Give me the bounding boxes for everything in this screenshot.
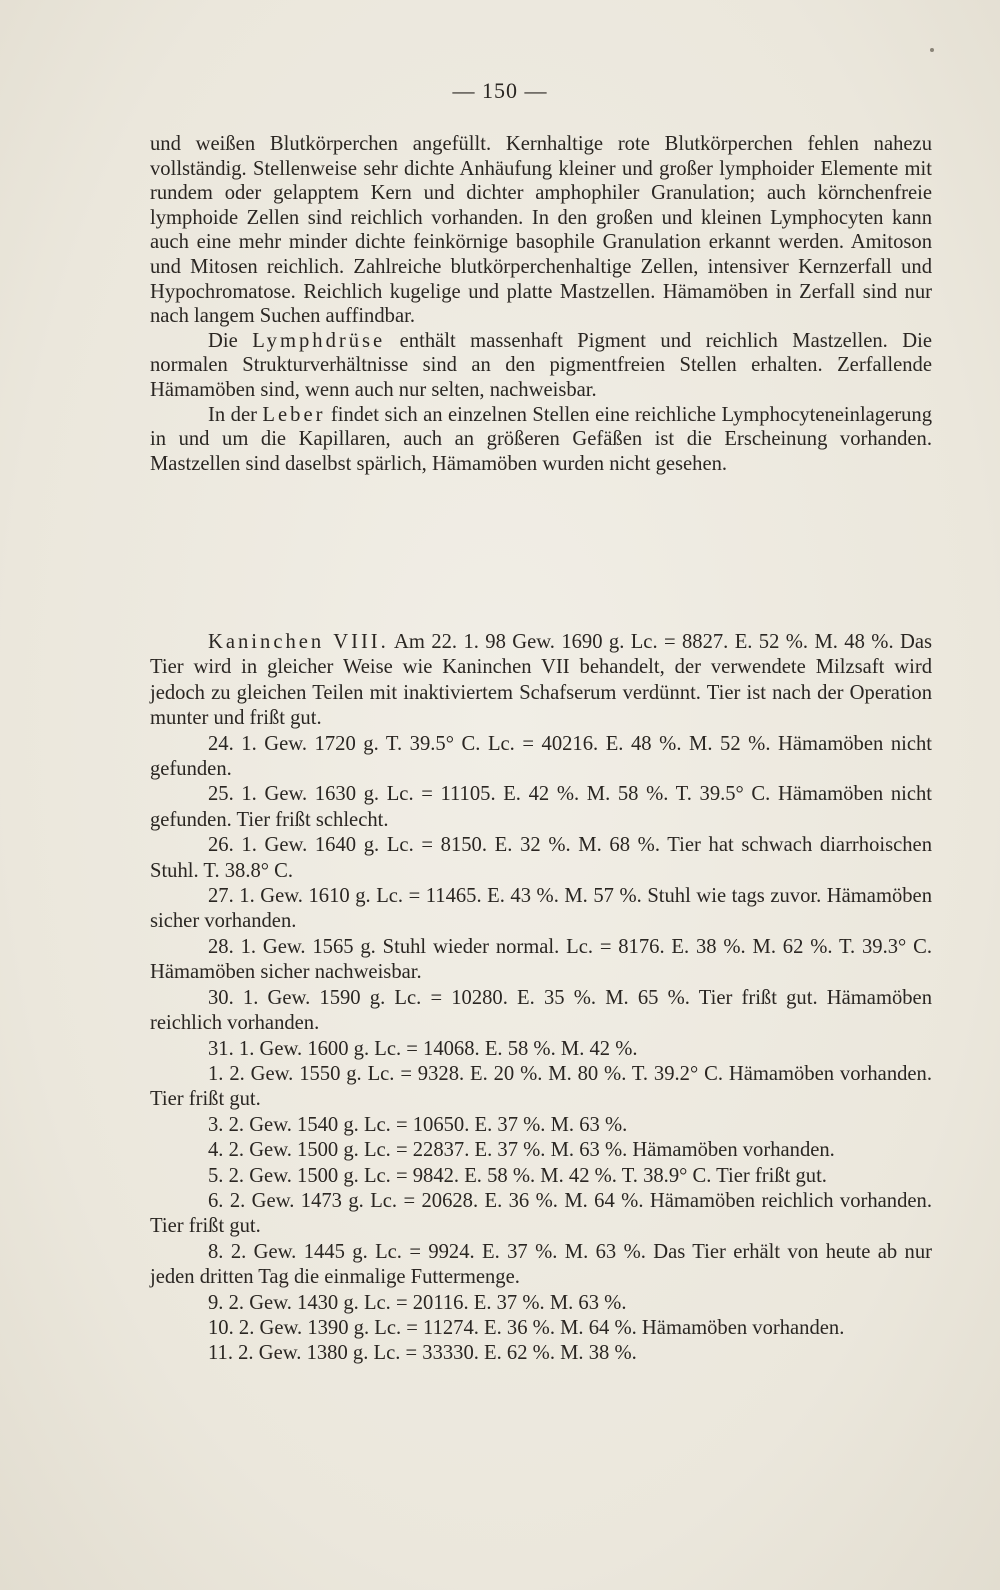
daily-entry: 31. 1. Gew. 1600 g. Lc. = 14068. E. 58 %. M. 42 %. [208,1037,638,1060]
daily-entry: 1. 2. Gew. 1550 g. Lc. = 9328. E. 20 %. M. 80 %. T. 39.2° C. Hämamöben vorhanden. Tier frißt gut. [150,1062,932,1111]
paper-speck [930,48,934,52]
daily-entry: 26. 1. Gew. 1640 g. Lc. = 8150. E. 32 %. M. 68 %. Tier hat schwach diarrhoischen Stuhl. T. 38.8° C. [150,834,932,882]
daily-entry: 9. 2. Gew. 1430 g. Lc. = 20116. E. 37 %. M. 63 %. [208,1291,627,1314]
lymph-text: enthält massenhaft Pigment und reichlich Mastzellen. Die normalen Strukturverhältnisse sind an den pigmentfreien Stellen erhalten. Zerfallende Hämamöben sind, wenn auch nur selten, nachweisbar. [150,329,933,401]
daily-entry: 24. 1. Gew. 1720 g. T. 39.5° C. Lc. = 40216. E. 48 %. M. 52 %. Hämamöben nicht gefunden. [150,732,932,781]
page-number: — 150 — [452,78,548,103]
experiment-intro [150,630,932,732]
daily-entry: 28. 1. Gew. 1565 g. Stuhl wieder normal. Lc. = 8176. E. 38 %. M. 62 %. T. 39.3° C. Hämamöben sicher nachweisbar. [150,935,932,984]
pathology-findings [150,132,932,476]
paragraph-lymph-node [150,329,932,403]
liver-text: findet sich an einzelnen Stellen eine reichliche Lymphocyteneinlagerung in und um die Kapillaren, auch an größeren Gefäßen ist die Erscheinung vorhanden. Mastzellen sind daselbst spärlich, Hämamöben wurden nicht gesehen. [150,403,932,475]
daily-entry: 3. 2. Gew. 1540 g. Lc. = 10650. E. 37 %. M. 63 %. [208,1113,628,1136]
daily-entry: 6. 2. Gew. 1473 g. Lc. = 20628. E. 36 %. M. 64 %. Hämamöben reichlich vorhanden. Tier frißt gut. [150,1189,932,1238]
paragraph-liver [150,403,932,477]
liver-term: Leber [262,403,326,426]
experiment-title: Kaninchen VIII. [208,631,389,653]
experiment-intro-text: Am 22. 1. 98 Gew. 1690 g. Lc. = 8827. E. 52 %. M. 48 %. Das Tier wird in gleicher Weise wie Kaninchen VII behandelt, der verwendete Milzsaft wird jedoch zu gleichen Teilen mit inaktiviertem Schafserum verdünnt. Tier ist nach der Operation munter und frißt gut. [150,631,932,730]
daily-entry: 30. 1. Gew. 1590 g. Lc. = 10280. E. 35 %. M. 65 %. Tier frißt gut. Hämamöben reichlich vorhanden. [150,986,932,1035]
lymph-prefix: Die [208,329,253,352]
daily-entry: 25. 1. Gew. 1630 g. Lc. = 11105. E. 42 %. M. 58 %. T. 39.5° C. Hämamöben nicht gefunden. Tier frißt schlecht. [150,783,932,831]
daily-entry: 5. 2. Gew. 1500 g. Lc. = 9842. E. 58 %. M. 42 %. T. 38.9° C. Tier frißt gut. [208,1164,827,1187]
experiment-protocol [150,630,932,1367]
daily-entry: 8. 2. Gew. 1445 g. Lc. = 9924. E. 37 %. M. 63 %. Das Tier erhält von heute ab nur jeden dritten Tag die einmalige Futtermenge. [150,1240,932,1289]
daily-entry: 27. 1. Gew. 1610 g. Lc. = 11465. E. 43 %. M. 57 %. Stuhl wie tags zuvor. Hämamöben sicher vorhanden. [150,885,932,933]
daily-entry: 11. 2. Gew. 1380 g. Lc. = 33330. E. 62 %. M. 38 %. [208,1342,637,1365]
daily-entry: 4. 2. Gew. 1500 g. Lc. = 22837. E. 37 %. M. 63 %. Hämamöben vorhanden. [208,1139,835,1162]
paragraph-continuation: und weißen Blutkörperchen angefüllt. Kernhaltige rote Blutkörperchen fehlen nahezu vollständig. Stellenweise sehr dichte Anhäufung kleiner und großer lymphoider Elemente mit rundem oder gelapptem Kern und dichter amphophiler Granulation; auch körnchenfreie lymphoide Zellen sind reichlich vorhanden. In den großen und kleinen Lymphocyten kann auch eine mehr minder dichte feinkörnige basophile Granulation erkannt werden. Amitoson und Mitosen reichlich. Zahlreiche blutkörperchenhaltige Zellen, intensiver Kernzerfall und Hypochromatose. Reichlich kugelige und platte Mastzellen. Hämamöben in Zerfall sind nur nach langem Suchen auffindbar. [150,133,932,328]
daily-entry: 10. 2. Gew. 1390 g. Lc. = 11274. E. 36 %. M. 64 %. Hämamöben vorhanden. [208,1316,845,1339]
lymph-term: Lymphdrüse [252,329,386,352]
liver-prefix: In der [208,403,263,426]
